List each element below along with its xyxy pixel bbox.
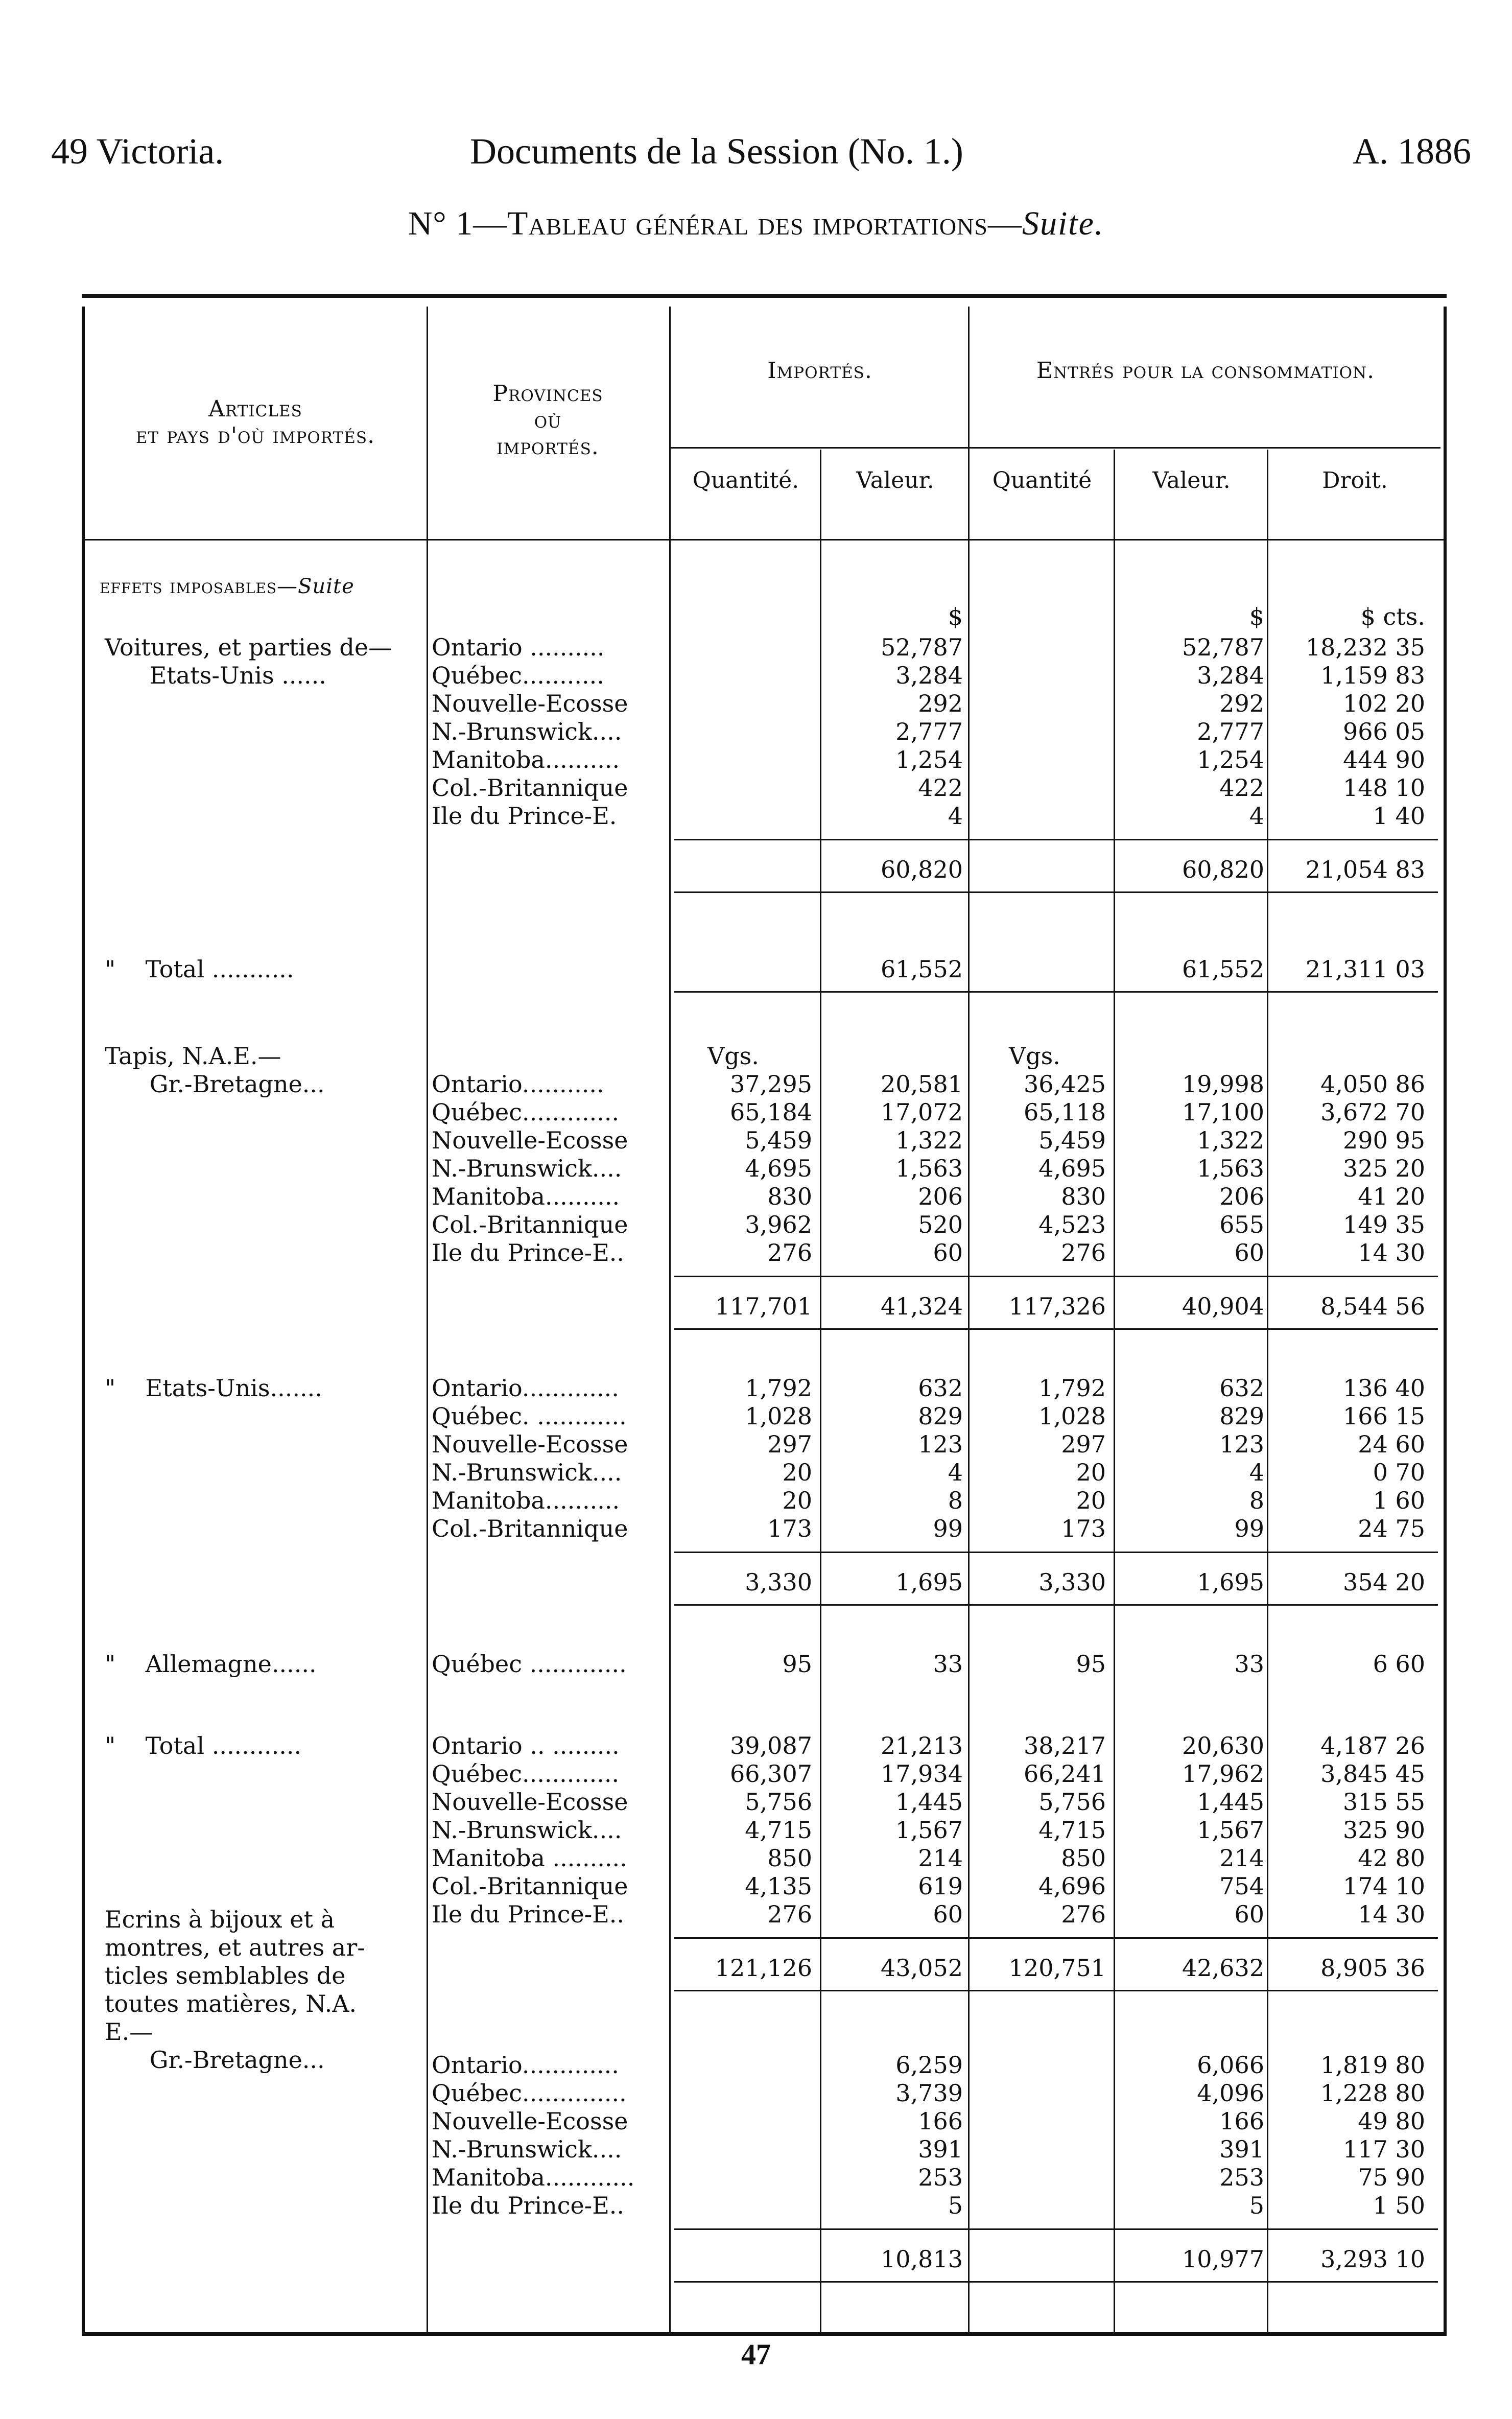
total-value-cell: 43,052 bbox=[881, 1954, 963, 1982]
total-rule bbox=[674, 1990, 1438, 1991]
quantity-2-cell: 297 bbox=[1061, 1430, 1106, 1458]
value-cell: 619 bbox=[918, 1872, 963, 1900]
province-cell: Ile du Prince-E. bbox=[432, 802, 617, 830]
value-cell: 60 bbox=[933, 1239, 963, 1266]
total-duty-cell: 8,905 36 bbox=[1320, 1954, 1425, 1982]
total-value-cell: 60,820 bbox=[881, 856, 963, 883]
province-cell: N.-Brunswick.... bbox=[432, 2135, 622, 2163]
header-right: A. 1886 bbox=[1353, 131, 1471, 172]
total-rule bbox=[674, 1604, 1438, 1606]
quantity-cell: 5,459 bbox=[745, 1126, 812, 1154]
value-cell: 2,777 bbox=[895, 718, 963, 745]
col-header-articles: Articles et pays d'où importés. bbox=[135, 396, 375, 449]
running-header bbox=[51, 130, 1471, 176]
quantity-2-cell: 5,459 bbox=[1038, 1126, 1106, 1154]
col-divider-2 bbox=[669, 307, 671, 2335]
total-rule bbox=[674, 891, 1438, 893]
value-cell: 20,581 bbox=[881, 1070, 963, 1098]
duty-cell: 136 40 bbox=[1343, 1374, 1425, 1402]
duty-cell: 1 40 bbox=[1373, 802, 1425, 830]
section-suffix: Suite bbox=[298, 575, 355, 598]
duty-cell: 325 20 bbox=[1343, 1155, 1425, 1182]
duty-cell: 966 05 bbox=[1343, 718, 1425, 745]
province-cell: Manitoba.......... bbox=[432, 1183, 620, 1210]
total-duty-cell: 354 20 bbox=[1343, 1568, 1425, 1596]
quantity-cell: 20 bbox=[782, 1487, 812, 1514]
duty-cell: 444 90 bbox=[1343, 746, 1425, 773]
quantity-2-cell: 20 bbox=[1076, 1459, 1106, 1486]
value-2-cell: 19,998 bbox=[1182, 1070, 1264, 1098]
duty-cell: 41 20 bbox=[1358, 1183, 1425, 1210]
col-header-quantity: Quantité. bbox=[692, 467, 799, 494]
province-cell: Col.-Britannique bbox=[432, 1211, 628, 1238]
value-cell: 3,739 bbox=[895, 2079, 963, 2107]
duty-cell: 149 35 bbox=[1343, 1211, 1425, 1238]
quantity-2-cell: 65,118 bbox=[1024, 1098, 1106, 1126]
title-main: N° 1—Tableau général des importations— bbox=[408, 205, 1022, 242]
duty-cell: 1,159 83 bbox=[1320, 662, 1425, 689]
value-2-cell: 2,777 bbox=[1197, 718, 1264, 745]
province-cell: Manitoba .......... bbox=[432, 1844, 627, 1872]
quantity-cell: 65,184 bbox=[730, 1098, 812, 1126]
value-cell: 422 bbox=[918, 774, 963, 802]
value-cell: 206 bbox=[918, 1183, 963, 1210]
value-2-cell: 123 bbox=[1219, 1430, 1264, 1458]
value-cell: 829 bbox=[918, 1402, 963, 1430]
value-2-cell: 20,630 bbox=[1182, 1732, 1264, 1759]
total-rule bbox=[674, 1328, 1438, 1330]
value-2-cell: 292 bbox=[1219, 690, 1264, 717]
total-quantity-2-cell: 3,330 bbox=[1038, 1568, 1106, 1596]
article-label: " Etats-Unis....... bbox=[105, 1374, 322, 1402]
value-2-cell: 4 bbox=[1249, 802, 1264, 830]
duty-cell: 1 50 bbox=[1373, 2192, 1425, 2219]
province-cell: Ontario............. bbox=[432, 1374, 619, 1402]
value-cell: 99 bbox=[933, 1515, 963, 1542]
subtotal-rule bbox=[674, 1937, 1438, 1939]
quantity-cell: 66,307 bbox=[730, 1760, 812, 1788]
total-value-2-cell: 42,632 bbox=[1182, 1954, 1264, 1982]
value-cell: 166 bbox=[918, 2107, 963, 2135]
quantity-2-cell: 95 bbox=[1076, 1650, 1106, 1678]
total-duty-cell: 8,544 56 bbox=[1320, 1293, 1425, 1320]
article-label: " Total ........... bbox=[105, 955, 294, 983]
province-cell: Ontario............. bbox=[432, 2051, 619, 2079]
province-cell: Nouvelle-Ecosse bbox=[432, 690, 628, 717]
total-value-cell: 10,813 bbox=[881, 2245, 963, 2273]
quantity-cell: 95 bbox=[782, 1650, 812, 1678]
quantity-cell: 39,087 bbox=[730, 1732, 812, 1759]
duty-cell: 290 95 bbox=[1343, 1126, 1425, 1154]
value-cell: 1,445 bbox=[895, 1788, 963, 1816]
total-value-cell: 1,695 bbox=[895, 1568, 963, 1596]
col-header-value: Valeur. bbox=[856, 467, 934, 494]
total-duty-cell: 21,054 83 bbox=[1305, 856, 1425, 883]
value-cell: 3,284 bbox=[895, 662, 963, 689]
quantity-cell: 5,756 bbox=[745, 1788, 812, 1816]
quantity-cell: 20 bbox=[782, 1459, 812, 1486]
value-cell: 8 bbox=[948, 1487, 963, 1514]
province-cell: N.-Brunswick.... bbox=[432, 718, 622, 745]
duty-cell: 24 60 bbox=[1358, 1430, 1425, 1458]
value-cell: 21,213 bbox=[881, 1732, 963, 1759]
col-header-duty: Droit. bbox=[1322, 467, 1388, 494]
duty-cell: 166 15 bbox=[1343, 1402, 1425, 1430]
quantity-2-cell: 66,241 bbox=[1024, 1760, 1106, 1788]
total-quantity-2-cell: 117,326 bbox=[1008, 1293, 1106, 1320]
duty-cell: 14 30 bbox=[1358, 1239, 1425, 1266]
value-2-cell: 99 bbox=[1234, 1515, 1264, 1542]
value-cell: 4 bbox=[948, 802, 963, 830]
value-2-cell: 8 bbox=[1249, 1487, 1264, 1514]
province-cell: Col.-Britannique bbox=[432, 1872, 628, 1900]
value-cell: 6,259 bbox=[895, 2051, 963, 2079]
value-2-cell: 1,254 bbox=[1197, 746, 1264, 773]
value-2-cell: 4,096 bbox=[1197, 2079, 1264, 2107]
province-cell: Québec.............. bbox=[432, 2079, 627, 2107]
province-cell: Québec ............. bbox=[432, 1650, 627, 1678]
section-prefix: effets imposables— bbox=[100, 575, 298, 598]
total-value-2-cell: 61,552 bbox=[1182, 955, 1264, 983]
province-cell: Manitoba.......... bbox=[432, 1487, 620, 1514]
province-cell: N.-Brunswick.... bbox=[432, 1459, 622, 1486]
value-2-cell: 5 bbox=[1249, 2192, 1264, 2219]
article-label: Tapis, N.A.E.— Gr.-Bretagne... bbox=[105, 1042, 325, 1098]
province-cell: N.-Brunswick.... bbox=[432, 1816, 622, 1844]
quantity-2-cell: 830 bbox=[1061, 1183, 1106, 1210]
value-2-cell: 422 bbox=[1219, 774, 1264, 802]
quantity-cell: 850 bbox=[767, 1844, 812, 1872]
province-cell: Col.-Britannique bbox=[432, 774, 628, 802]
value-2-cell: 1,563 bbox=[1197, 1155, 1264, 1182]
col-header-provinces: Provinces où importés. bbox=[492, 381, 603, 460]
quantity-2-cell: 4,523 bbox=[1038, 1211, 1106, 1238]
value-2-cell: 655 bbox=[1219, 1211, 1264, 1238]
header-mid-rule bbox=[669, 447, 1440, 449]
value-cell: 214 bbox=[918, 1844, 963, 1872]
value-2-cell: 52,787 bbox=[1182, 633, 1264, 661]
section-label bbox=[100, 575, 355, 598]
value-cell: 391 bbox=[918, 2135, 963, 2163]
duty-cell: 174 10 bbox=[1343, 1872, 1425, 1900]
duty-cell: 0 70 bbox=[1373, 1459, 1425, 1486]
duty-cell: 4,050 86 bbox=[1320, 1070, 1425, 1098]
subtotal-rule bbox=[674, 1276, 1438, 1277]
total-quantity-cell: 121,126 bbox=[715, 1954, 812, 1982]
total-rule bbox=[674, 991, 1438, 993]
province-cell: Manitoba.......... bbox=[432, 746, 620, 773]
province-cell: Ontario........... bbox=[432, 1070, 604, 1098]
province-cell: Ontario .. ......... bbox=[432, 1732, 620, 1759]
col-header-consumption: Entrés pour la consommation. bbox=[1036, 358, 1375, 384]
value-cell: 52,787 bbox=[881, 633, 963, 661]
article-label: " Allemagne...... bbox=[105, 1650, 317, 1678]
value-cell: 1,254 bbox=[895, 746, 963, 773]
province-cell: Ile du Prince-E.. bbox=[432, 1900, 625, 1928]
duty-cell: 6 60 bbox=[1373, 1650, 1425, 1678]
value-2-cell: 214 bbox=[1219, 1844, 1264, 1872]
duty-cell: 102 20 bbox=[1343, 690, 1425, 717]
value-cell: 1,567 bbox=[895, 1816, 963, 1844]
duty-cell: 315 55 bbox=[1343, 1788, 1425, 1816]
value-2-cell: 60 bbox=[1234, 1900, 1264, 1928]
province-cell: Nouvelle-Ecosse bbox=[432, 1126, 628, 1154]
duty-cell: 148 10 bbox=[1343, 774, 1425, 802]
value-cell: 292 bbox=[918, 690, 963, 717]
province-cell: Ontario .......... bbox=[432, 633, 605, 661]
duty-cell: 4,187 26 bbox=[1320, 1732, 1425, 1759]
top-rule bbox=[82, 294, 1447, 298]
total-value-2-cell: 1,695 bbox=[1197, 1568, 1264, 1596]
value-2-cell: 1,445 bbox=[1197, 1788, 1264, 1816]
quantity-cell: 830 bbox=[767, 1183, 812, 1210]
quantity-2-cell: 1,792 bbox=[1038, 1374, 1106, 1402]
table-title bbox=[0, 204, 1512, 243]
value-2-cell: 253 bbox=[1219, 2164, 1264, 2191]
quantity-cell: 1,792 bbox=[745, 1374, 812, 1402]
total-quantity-cell: 3,330 bbox=[745, 1568, 812, 1596]
article-label: Voitures, et parties de— Etats-Unis ...... bbox=[105, 633, 392, 689]
total-quantity-2-cell: 120,751 bbox=[1008, 1954, 1106, 1982]
value-2-cell: 6,066 bbox=[1197, 2051, 1264, 2079]
total-value-2-cell: 60,820 bbox=[1182, 856, 1264, 883]
duty-cell: 1,228 80 bbox=[1320, 2079, 1425, 2107]
header-center: Documents de la Session (No. 1.) bbox=[470, 131, 963, 172]
province-cell: Nouvelle-Ecosse bbox=[432, 1788, 628, 1816]
subtotal-rule bbox=[674, 1552, 1438, 1553]
unit-vgs: Vgs. bbox=[707, 1042, 759, 1070]
quantity-cell: 37,295 bbox=[730, 1070, 812, 1098]
total-quantity-cell: 117,701 bbox=[715, 1293, 812, 1320]
value-2-cell: 166 bbox=[1219, 2107, 1264, 2135]
quantity-cell: 173 bbox=[767, 1515, 812, 1542]
quantity-2-cell: 4,696 bbox=[1038, 1872, 1106, 1900]
total-value-2-cell: 10,977 bbox=[1182, 2245, 1264, 2273]
value-2-cell: 391 bbox=[1219, 2135, 1264, 2163]
duty-cell: 325 90 bbox=[1343, 1816, 1425, 1844]
header-bottom-rule bbox=[82, 539, 1444, 541]
duty-cell: 42 80 bbox=[1358, 1844, 1425, 1872]
total-value-2-cell: 40,904 bbox=[1182, 1293, 1264, 1320]
col-divider-4 bbox=[820, 450, 821, 2335]
quantity-cell: 4,135 bbox=[745, 1872, 812, 1900]
subtotal-rule bbox=[674, 839, 1438, 840]
quantity-2-cell: 850 bbox=[1061, 1844, 1106, 1872]
quantity-cell: 276 bbox=[767, 1900, 812, 1928]
col-divider-5 bbox=[1114, 450, 1115, 2335]
duty-cell: 18,232 35 bbox=[1305, 633, 1425, 661]
value-cell: 17,934 bbox=[881, 1760, 963, 1788]
duty-cell: 1,819 80 bbox=[1320, 2051, 1425, 2079]
quantity-2-cell: 5,756 bbox=[1038, 1788, 1106, 1816]
value-cell: 1,563 bbox=[895, 1155, 963, 1182]
duty-cell: 3,845 45 bbox=[1320, 1760, 1425, 1788]
bottom-rule bbox=[82, 2332, 1447, 2336]
value-cell: 520 bbox=[918, 1211, 963, 1238]
value-cell: 17,072 bbox=[881, 1098, 963, 1126]
value-cell: 123 bbox=[918, 1430, 963, 1458]
value-2-cell: 60 bbox=[1234, 1239, 1264, 1266]
unit-dollar-2: $ bbox=[1249, 603, 1264, 630]
col-header-imported: Importés. bbox=[767, 358, 872, 384]
col-divider-6 bbox=[1267, 450, 1268, 2335]
province-cell: Manitoba............ bbox=[432, 2164, 635, 2191]
value-2-cell: 829 bbox=[1219, 1402, 1264, 1430]
quantity-2-cell: 276 bbox=[1061, 1239, 1106, 1266]
col-divider-3 bbox=[968, 307, 970, 2335]
quantity-2-cell: 4,695 bbox=[1038, 1155, 1106, 1182]
province-cell: Col.-Britannique bbox=[432, 1515, 628, 1542]
duty-cell: 24 75 bbox=[1358, 1515, 1425, 1542]
value-cell: 60 bbox=[933, 1900, 963, 1928]
quantity-cell: 276 bbox=[767, 1239, 812, 1266]
province-cell: Ile du Prince-E.. bbox=[432, 2192, 625, 2219]
value-cell: 33 bbox=[933, 1650, 963, 1678]
col-header-quantity-2: Quantité bbox=[992, 467, 1092, 494]
article-label: " Total ............ bbox=[105, 1732, 302, 1759]
value-cell: 4 bbox=[948, 1459, 963, 1486]
total-duty-cell: 3,293 10 bbox=[1320, 2245, 1425, 2273]
value-2-cell: 17,962 bbox=[1182, 1760, 1264, 1788]
value-2-cell: 1,567 bbox=[1197, 1816, 1264, 1844]
value-2-cell: 17,100 bbox=[1182, 1098, 1264, 1126]
quantity-cell: 297 bbox=[767, 1430, 812, 1458]
title-suffix: Suite. bbox=[1022, 205, 1104, 242]
duty-cell: 49 80 bbox=[1358, 2107, 1425, 2135]
quantity-2-cell: 36,425 bbox=[1024, 1070, 1106, 1098]
subtotal-rule bbox=[674, 2228, 1438, 2230]
province-cell: Québec............. bbox=[432, 1098, 620, 1126]
quantity-2-cell: 276 bbox=[1061, 1900, 1106, 1928]
unit-dollar: $ bbox=[948, 603, 963, 630]
value-cell: 5 bbox=[948, 2192, 963, 2219]
quantity-cell: 4,715 bbox=[745, 1816, 812, 1844]
value-2-cell: 4 bbox=[1249, 1459, 1264, 1486]
value-2-cell: 33 bbox=[1234, 1650, 1264, 1678]
quantity-cell: 3,962 bbox=[745, 1211, 812, 1238]
col-divider-1 bbox=[427, 307, 428, 2335]
quantity-2-cell: 4,715 bbox=[1038, 1816, 1106, 1844]
value-2-cell: 3,284 bbox=[1197, 662, 1264, 689]
quantity-2-cell: 38,217 bbox=[1024, 1732, 1106, 1759]
province-cell: N.-Brunswick.... bbox=[432, 1155, 622, 1182]
province-cell: Nouvelle-Ecosse bbox=[432, 2107, 628, 2135]
value-2-cell: 754 bbox=[1219, 1872, 1264, 1900]
value-cell: 253 bbox=[918, 2164, 963, 2191]
page-number: 47 bbox=[741, 2338, 771, 2371]
total-value-cell: 61,552 bbox=[881, 955, 963, 983]
article-label: Ecrins à bijoux et à montres, et autres ar- ticles semblables de toutes matières, N.A. E.— Gr.-Bretagne... bbox=[105, 1906, 365, 2074]
value-2-cell: 1,322 bbox=[1197, 1126, 1264, 1154]
total-duty-cell: 21,311 03 bbox=[1305, 955, 1425, 983]
value-2-cell: 206 bbox=[1219, 1183, 1264, 1210]
quantity-cell: 4,695 bbox=[745, 1155, 812, 1182]
province-cell: Québec. ............ bbox=[432, 1402, 627, 1430]
quantity-2-cell: 1,028 bbox=[1038, 1402, 1106, 1430]
total-value-cell: 41,324 bbox=[881, 1293, 963, 1320]
value-cell: 632 bbox=[918, 1374, 963, 1402]
duty-cell: 117 30 bbox=[1343, 2135, 1425, 2163]
quantity-2-cell: 20 bbox=[1076, 1487, 1106, 1514]
header-left: 49 Victoria. bbox=[51, 131, 224, 172]
total-rule bbox=[674, 2281, 1438, 2283]
province-cell: Québec............. bbox=[432, 1760, 620, 1788]
province-cell: Québec........... bbox=[432, 662, 604, 689]
duty-cell: 1 60 bbox=[1373, 1487, 1425, 1514]
province-cell: Nouvelle-Ecosse bbox=[432, 1430, 628, 1458]
province-cell: Ile du Prince-E.. bbox=[432, 1239, 625, 1266]
duty-cell: 14 30 bbox=[1358, 1900, 1425, 1928]
duty-cell: 75 90 bbox=[1358, 2164, 1425, 2191]
unit-vgs-2: Vgs. bbox=[1009, 1042, 1060, 1070]
quantity-2-cell: 173 bbox=[1061, 1515, 1106, 1542]
unit-duty: $ cts. bbox=[1360, 603, 1425, 630]
value-cell: 1,322 bbox=[895, 1126, 963, 1154]
quantity-cell: 1,028 bbox=[745, 1402, 812, 1430]
col-header-value-2: Valeur. bbox=[1152, 467, 1231, 494]
duty-cell: 3,672 70 bbox=[1320, 1098, 1425, 1126]
value-2-cell: 632 bbox=[1219, 1374, 1264, 1402]
